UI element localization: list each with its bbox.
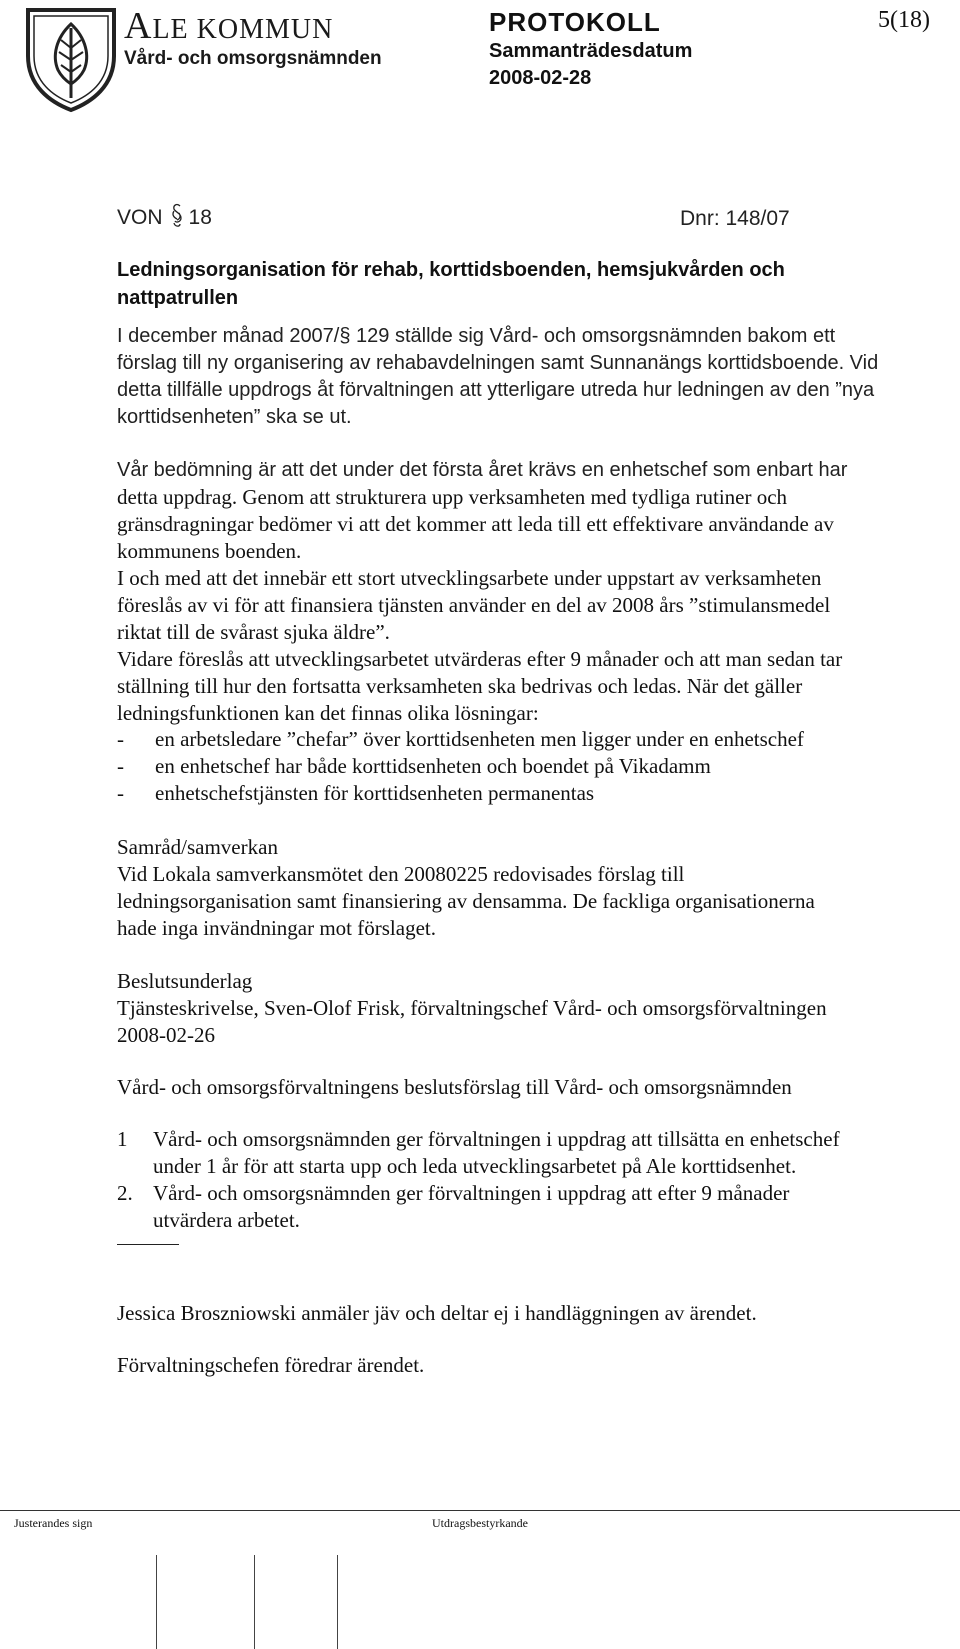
paragraph-line: föreslås av vi för att finansiera tjänsten använder en del av 2008 års ”stimulansmedel xyxy=(117,593,831,617)
document-title: PROTOKOLL xyxy=(489,7,661,37)
list-item: - enhetschefstjänsten för korttidsenheten permanentas xyxy=(117,781,595,805)
intro-paragraph xyxy=(117,323,878,431)
paragraph-line: Tjänsteskrivelse, Sven-Olof Frisk, förvaltningschef Vård- och omsorgsförvaltningen xyxy=(117,996,827,1020)
paragraph-line: I och med att det innebär ett stort utvecklingsarbete under uppstart av verksamheten xyxy=(117,566,822,590)
page-number: 5(18) xyxy=(878,7,930,33)
section-title: Samråd/samverkan xyxy=(117,835,278,859)
options-list xyxy=(117,726,804,807)
paragraph-line: I december månad 2007/§ 129 ställde sig Vård- och omsorgsnämnden bakom ett xyxy=(117,325,836,347)
footer-rule xyxy=(0,1510,960,1511)
paragraph-line: ledningsfunktionen kan det finnas olika lösningar: xyxy=(117,701,539,725)
list-item: 2. Vård- och omsorgsnämnden ger förvaltningen i uppdrag att efter 9 månader xyxy=(117,1181,790,1205)
paragraph-line: Vår bedömning är att det under det första året krävs en enhetschef som enbart har xyxy=(117,459,848,481)
paragraph-line: detta tillfälle uppdrogs åt förvaltningen att ytterligare utreda hur ledningen av den ”nya xyxy=(117,379,875,401)
certified-label: Utdragsbestyrkande xyxy=(432,1516,528,1530)
paragraph-line: ställning till hur den fortsatta verksamheten ska bedrivas och ledas. När det gäller xyxy=(117,674,803,698)
section-sign-icon xyxy=(171,203,183,230)
paragraph-line: detta uppdrag. Genom att strukturera upp verksamheten med tydliga rutiner och xyxy=(117,485,788,509)
presenter-note: Förvaltningschefen föredrar ärendet. xyxy=(117,1353,425,1377)
case-number: Dnr: 148/07 xyxy=(680,207,790,230)
paragraph-line: kommunens boenden. xyxy=(117,539,302,563)
section-number: 18 xyxy=(188,206,212,229)
list-item: - en enhetschef har både korttidsenheten och boendet på Vikadamm xyxy=(117,754,711,778)
paragraph-line: Vid Lokala samverkansmötet den 20080225 redovisades förslag till xyxy=(117,862,685,886)
consultation-section xyxy=(117,834,815,942)
paragraph-line: riktat till de svårast sjuka äldre”. xyxy=(117,620,390,644)
list-item-continued: utvärdera arbetet. xyxy=(153,1208,300,1232)
paragraph-line: hade inga invändningar mot förslaget. xyxy=(117,916,436,940)
paragraph-line: Vidare föreslås att utvecklingsarbetet utvärderas efter 9 månader och att man sedan tar xyxy=(117,647,843,671)
committee-name: Vård- och omsorgsnämnden xyxy=(124,48,382,69)
proposal-title: Vård- och omsorgsförvaltningens beslutsförslag till Vård- och omsorgsnämnden xyxy=(117,1075,792,1099)
paragraph-line: 2008-02-26 xyxy=(117,1023,215,1047)
signature-box-divider xyxy=(254,1555,255,1649)
signature-box-divider xyxy=(156,1555,157,1649)
list-item: 1 Vård- och omsorgsnämnden ger förvaltningen i uppdrag att tillsätta en enhetschef xyxy=(117,1127,840,1151)
proposal-list xyxy=(117,1126,840,1234)
committee-abbreviation: VON xyxy=(117,206,163,229)
conflict-note: Jessica Broszniowski anmäler jäv och deltar ej i handläggningen av ärendet. xyxy=(117,1301,757,1325)
paragraph-line: förslag till ny organisering av rehabavdelningen samt Sunnanängs korttidsboende. Vid xyxy=(117,352,879,374)
municipality-name: ALE KOMMUN xyxy=(124,5,334,47)
basis-section xyxy=(117,968,827,1049)
case-heading: Ledningsorganisation för rehab, korttidsboenden, hemsjukvården och nattpatrullen xyxy=(117,259,785,309)
section-reference xyxy=(117,203,212,230)
assessment-paragraph xyxy=(117,457,847,727)
signature-box-divider xyxy=(337,1555,338,1649)
list-item: - en arbetsledare ”chefar” över korttidsenheten men ligger under en enhetschef xyxy=(117,727,804,751)
list-item-continued: under 1 år för att starta upp och leda utvecklingsarbetet på Ale korttidsenhet. xyxy=(153,1154,797,1178)
signature-label: Justerandes sign xyxy=(14,1516,93,1530)
municipality-logo xyxy=(22,4,120,114)
paragraph-line: gränsdragningar bedömer vi att det kommer att leda till ett effektivare användande av xyxy=(117,512,834,536)
separator-line xyxy=(117,1244,179,1245)
meeting-date: 2008-02-28 xyxy=(489,67,592,89)
section-title: Beslutsunderlag xyxy=(117,969,253,993)
paragraph-line: ledningsorganisation samt finansiering av densamma. De fackliga organisationerna xyxy=(117,889,815,913)
meeting-date-label: Sammanträdesdatum xyxy=(489,40,693,62)
paragraph-line: korttidsenheten” ska se ut. xyxy=(117,406,352,428)
